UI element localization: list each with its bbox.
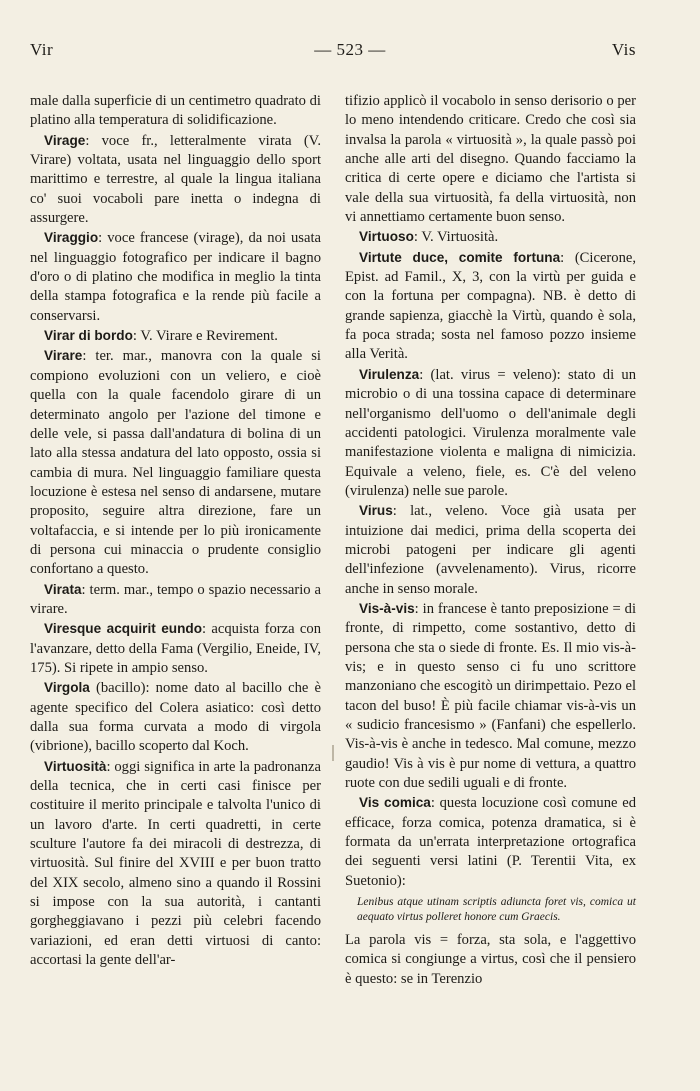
- entry-text: : ter. mar., manovra con la quale si compiono evoluzioni con un veliero, e cioè quella con la quale facendolo girare di un determinato angolo per l'azione del timone e delle vele, si passa dall'andatura di bolina di un lato alla stessa andatura del lato opposto, ossia si cambia di mura. Nel linguaggio familiare questa locuzione è estesa nel senso di andarsene, mutare proposito, seguire altra direzione, fare un voltafaccia, e si intende per lo più ironicamente di persona cui minaccia o prudente consiglio confortano a questo.: [30, 348, 321, 578]
- entry-text: : voce fr., letteralmente virata (V. Virare) voltata, usata nel linguaggio dello sport marittimo e terrestre, al quale la lingua italiana co' suoi vocaboli pare inetta o indegna di assurgere.: [30, 132, 321, 227]
- headword: Virus: [359, 503, 393, 519]
- headword: Virtuoso: [359, 229, 414, 245]
- page-number: — 523 —: [314, 40, 386, 59]
- headword: Virare: [44, 348, 83, 364]
- latin-quotation: Lenibus atque utinam scriptis adiuncta foret vis, comica ut aequato virtus polleret honore cum Graecis.: [357, 896, 636, 924]
- headword: Virtute duce, comite fortuna: [359, 249, 561, 265]
- headword: Virage: [44, 132, 86, 148]
- entry-virus: [345, 501, 636, 599]
- margin-mark: [332, 745, 334, 761]
- entry-text: : oggi significa in arte la padronanza della tecnica, che in certi casi finisce per costituire il merito principale e talvolta l'unico di un lavoro d'arte. In certi quadretti, in certe sculture l'autore fa dei miracoli di destrezza, di virtuosità. Sul finire del XVIII e per buon tratto del XIX secolo, almeno sino a quando il Rossini si impose con la sua autorità, i cantanti gorgheggiavano i pezzi più celebri facendo variazioni, ed eran detti virtuosi di canto: accortasi la gente dell'ar-: [30, 758, 321, 969]
- headword: Vis-à-vis: [359, 600, 415, 616]
- entry-viresque: [30, 619, 321, 678]
- entry-continuation: male dalla superficie di un centimetro quadrato di platino alla temperatura di solidificazione.: [30, 93, 321, 129]
- entry-vis-comica: [345, 793, 636, 891]
- entry-virata: [30, 580, 321, 620]
- entry-virtuoso: [345, 227, 636, 247]
- entry-text: : term. mar., tempo o spazio necessario a virare.: [30, 581, 321, 617]
- left-column: [30, 92, 321, 970]
- entry-text: : in francese è tanto preposizione = di fronte, di rimpetto, come sostantivo, detto di persona che sta o siede di fronte. Es. Il mio vis-à-vis; e in questo senso ci fu uno scrittore manzoniano che escogitò un dirimpettaio. Pezo el tacon del buso! È più facile chiamar vis-à-vis un « sudicio francesismo » (Fanfani) che espellerlo. Vis-à-vis è anche in tedesco. Mal comune, mezzo gaudio! Vis à vis è pur nome di vettura, a quattro ruote con due sedili uguali e di fronte.: [345, 600, 636, 792]
- entry-text: (bacillo): nome dato al bacillo che è agente specifico del Colera asiatico: così detto dalla sua forma curvata a modo di virgola (vibrione), bacillo scoperto dal Koch.: [30, 680, 321, 755]
- entry-text: : V. Virtuosità.: [413, 229, 499, 246]
- entry-virage: [30, 131, 321, 229]
- headword: Virata: [44, 581, 82, 597]
- entry-text: : (Cicerone, Epist. ad Famil., X, 3, con la virtù per guida e con la fortuna per compagna). NB. è detto di grande sapienza, giacchè la Virtù, quando è sola, fa poca strada; sosta nel famoso pozzo insieme alla Verità.: [345, 249, 636, 363]
- entry-vis-a-vis: [345, 599, 636, 793]
- headword: Viresque acquirit eundo: [44, 621, 203, 637]
- entry-virar-di-bordo: [30, 326, 321, 346]
- entry-continuation: tifizio applicò il vocabolo in senso derisorio o per lo meno intendendo criticare. Credo che così sia invalsa la parola « virtuosità », la quale passò poi anche alle arti del disegno. Quando facciamo la critica di certe opere e diciamo che l'artista si vale della sua virtuosità, fa della virtuosità, non vi annettiamo certamente buon senso.: [345, 93, 636, 226]
- running-head-right: Vis: [611, 40, 636, 59]
- headword: Virulenza: [359, 366, 420, 382]
- entry-virgola: [30, 678, 321, 756]
- headword: Vis comica: [359, 795, 431, 811]
- right-column: [345, 92, 636, 989]
- entry-vis-comica-explanation: La parola vis = forza, sta sola, e l'aggettivo comica si congiunge a virtus, così che il pensiero è questo: se in Terenzio: [345, 932, 636, 987]
- entry-text: : (lat. virus = veleno): stato di un microbio o di una tossina capace di determinare nell'organismo dell'uomo o dell'animale degli accidenti patologici. Virulenza moralmente vale manifestazione violenta e maligna di nimicizia. Equivale a veleno, fiele, es. C'è del veleno (virulenza) nelle sue parole.: [345, 366, 636, 499]
- entry-text: : lat., veleno. Voce già usata per intuizione dai medici, prima della scoperta dei microbi patogeni per indicare gli agenti dell'infezione (avvelenamento). Virus, ricorre anche in senso morale.: [345, 503, 636, 597]
- headword: Viraggio: [44, 230, 99, 246]
- headword: Virar di bordo: [44, 328, 133, 344]
- entry-virtuosita: [30, 757, 321, 971]
- entry-viraggio: [30, 228, 321, 326]
- entry-virare: [30, 346, 321, 579]
- headword: Virtuosità: [44, 758, 107, 774]
- entry-virtute-duce: [345, 248, 636, 365]
- running-head-left: Vir: [30, 40, 54, 59]
- entry-text: : V. Virare e Revirement.: [132, 328, 278, 345]
- entry-text: : questa locuzione così comune ed efficace, forza comica, potenza dramatica, si è formata da un'errata interpretazione ortografica dei seguenti versi latini (P. Terentii Vita, ex Suetonio):: [345, 795, 636, 889]
- headword: Virgola: [44, 680, 90, 696]
- entry-text: : voce francese (virage), da noi usata nel linguaggio fotografico per indicare il bagno d'oro o di platino che modifica in meglio la tinta della stampa fotografica e la rende più facile a conservarsi.: [30, 230, 321, 324]
- entry-virulenza: [345, 365, 636, 501]
- entry-text: : acquista forza con l'avanzare, detto della Fama (Vergilio, Eneide, IV, 175). Si ripete in ampio senso.: [30, 621, 321, 676]
